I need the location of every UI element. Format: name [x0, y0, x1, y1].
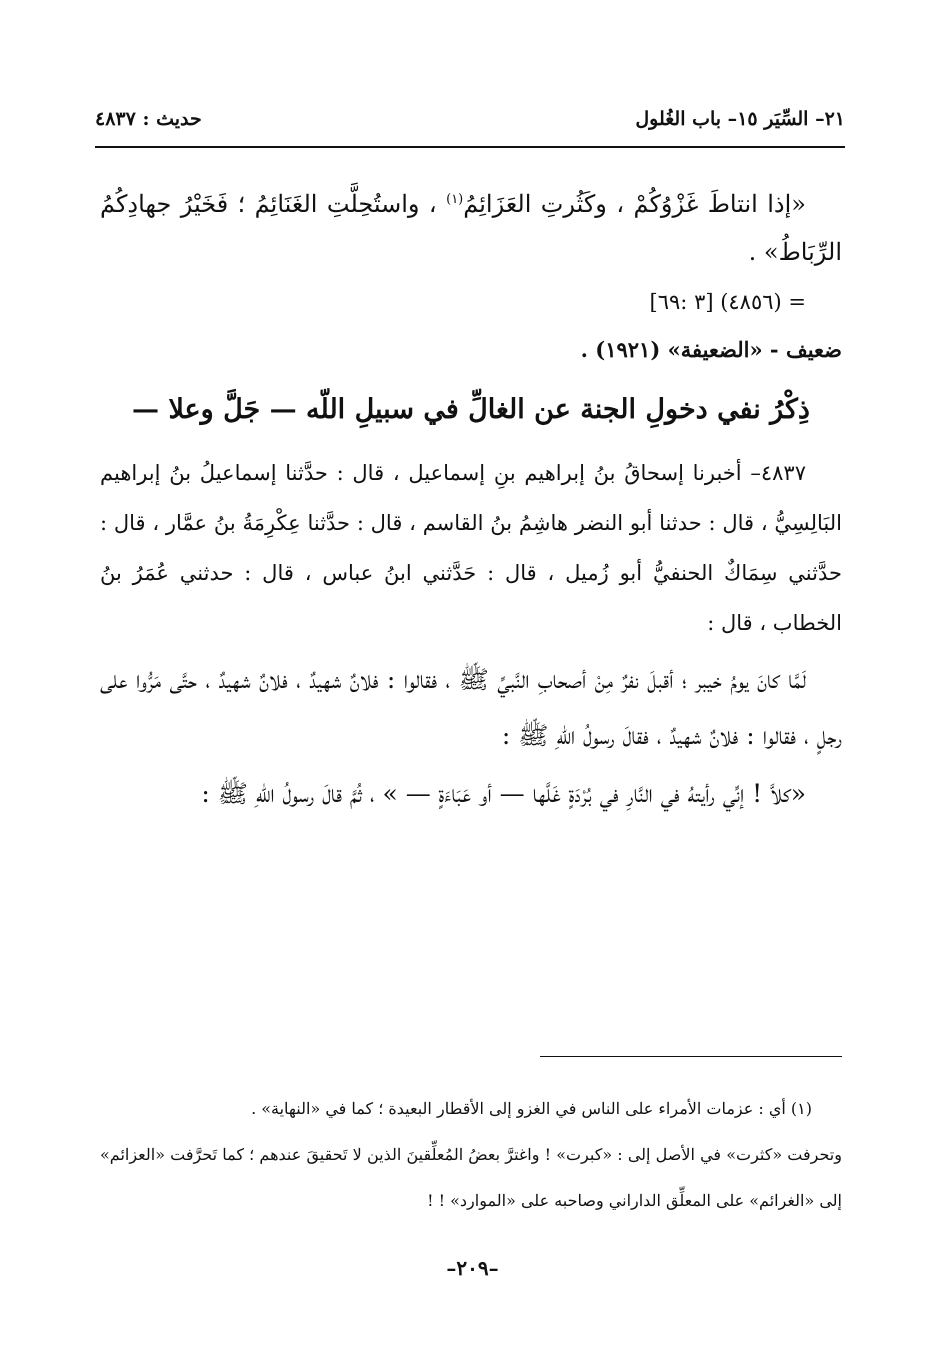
section-heading: ذِكْرُ نفي دخولِ الجنة عن الغالِّ في سبيلِ اللّه — جَلَّ وعلا — — [132, 394, 810, 425]
running-header — [95, 104, 845, 140]
page-number: –٢٠٩– — [446, 1256, 499, 1280]
footnote-divider — [540, 1056, 842, 1057]
cross-reference: = (٤٨٥٦) [٣ :٦٩] — [649, 290, 806, 314]
hadith-grading: ضعيف - «الضعيفة» (١٩٢١) . — [580, 337, 842, 362]
previous-hadith-text-part-2: ، واستُحِلَّتِ الغَنَائِمُ ؛ فَخَيْرُ جهادِكُمُ الرِّبَاطُ» . — [100, 190, 842, 266]
main-text — [100, 180, 842, 822]
hadith-text-1: لَمَّا كانَ يومُ خيبر ؛ أقبلَ نفرٌ مِنْ أصحابِ النَّبيِّ ﷺ ، فقالوا : فلانٌ شهيدٌ ، فلانٌ شهيدٌ ، حتَّى مَرُّوا على رجلٍ ، فقالوا : فلانٌ شهيدٌ ، فقالَ رسولُ اللّهِ ﷺ : — [100, 665, 842, 750]
previous-hadith-text-part-1: «إذا انتاطَ غَزْوُكُمْ ، وكَثُرتِ العَزَائِمُ — [463, 190, 806, 218]
isnad-chain: ٤٨٣٧– أخبرنا إسحاقُ بنُ إبراهيم بنِ إسماعيل ، قال : حدَّثنا إسماعيلُ بنُ إبراهيم البَالِسِيُّ ، قال : حدثنا أبو النضر هاشِمُ بنُ القاسم ، قال : حدَّثنا عِكْرِمَةُ بنُ عمَّار ، قال : حدَّثني سِمَاكٌ الحنفيُّ أبو زُميل ، قال : حَدَّثني ابنُ عباس ، قال : حدثني عُمَرُ بنُ الخطاب ، قال : — [100, 461, 842, 635]
hadith-text-2: «كلاَّ ! إنِّي رأيتهُ في النَّارِ في بُرْدَةٍ غَلَّها — أو عَبَاءَةٍ — » ، ثُمَّ قالَ رسولُ اللّهِ ﷺ : — [201, 779, 806, 808]
footnote-1: (١) أي : عزمات الأمراء على الناس في الغزو إلى الأقطار البعيدة ؛ كما في «النهاية» . — [251, 1099, 812, 1118]
footnotes — [100, 1086, 842, 1224]
header-divider — [95, 146, 845, 148]
chapter-title: ٢١– السِّيَر ١٥– باب الغُلول — [635, 108, 845, 130]
footnote-1-continued: وتحرفت «كثرت» في الأصل إلى : «كبرت» ! واغترَّ بعضُ المُعلِّقينَ الذين لا تَحقيقَ عندهم ؛ كما تَحرَّفت «العزائم» إلى «الغرائم» على المعلِّق الداراني وصاحبه على «الموارد» ! ! — [100, 1145, 842, 1210]
hadith-number: حديث : ٤٨٣٧ — [95, 108, 202, 130]
footnote-marker: (١) — [446, 192, 464, 207]
previous-hadith-text — [100, 180, 842, 276]
